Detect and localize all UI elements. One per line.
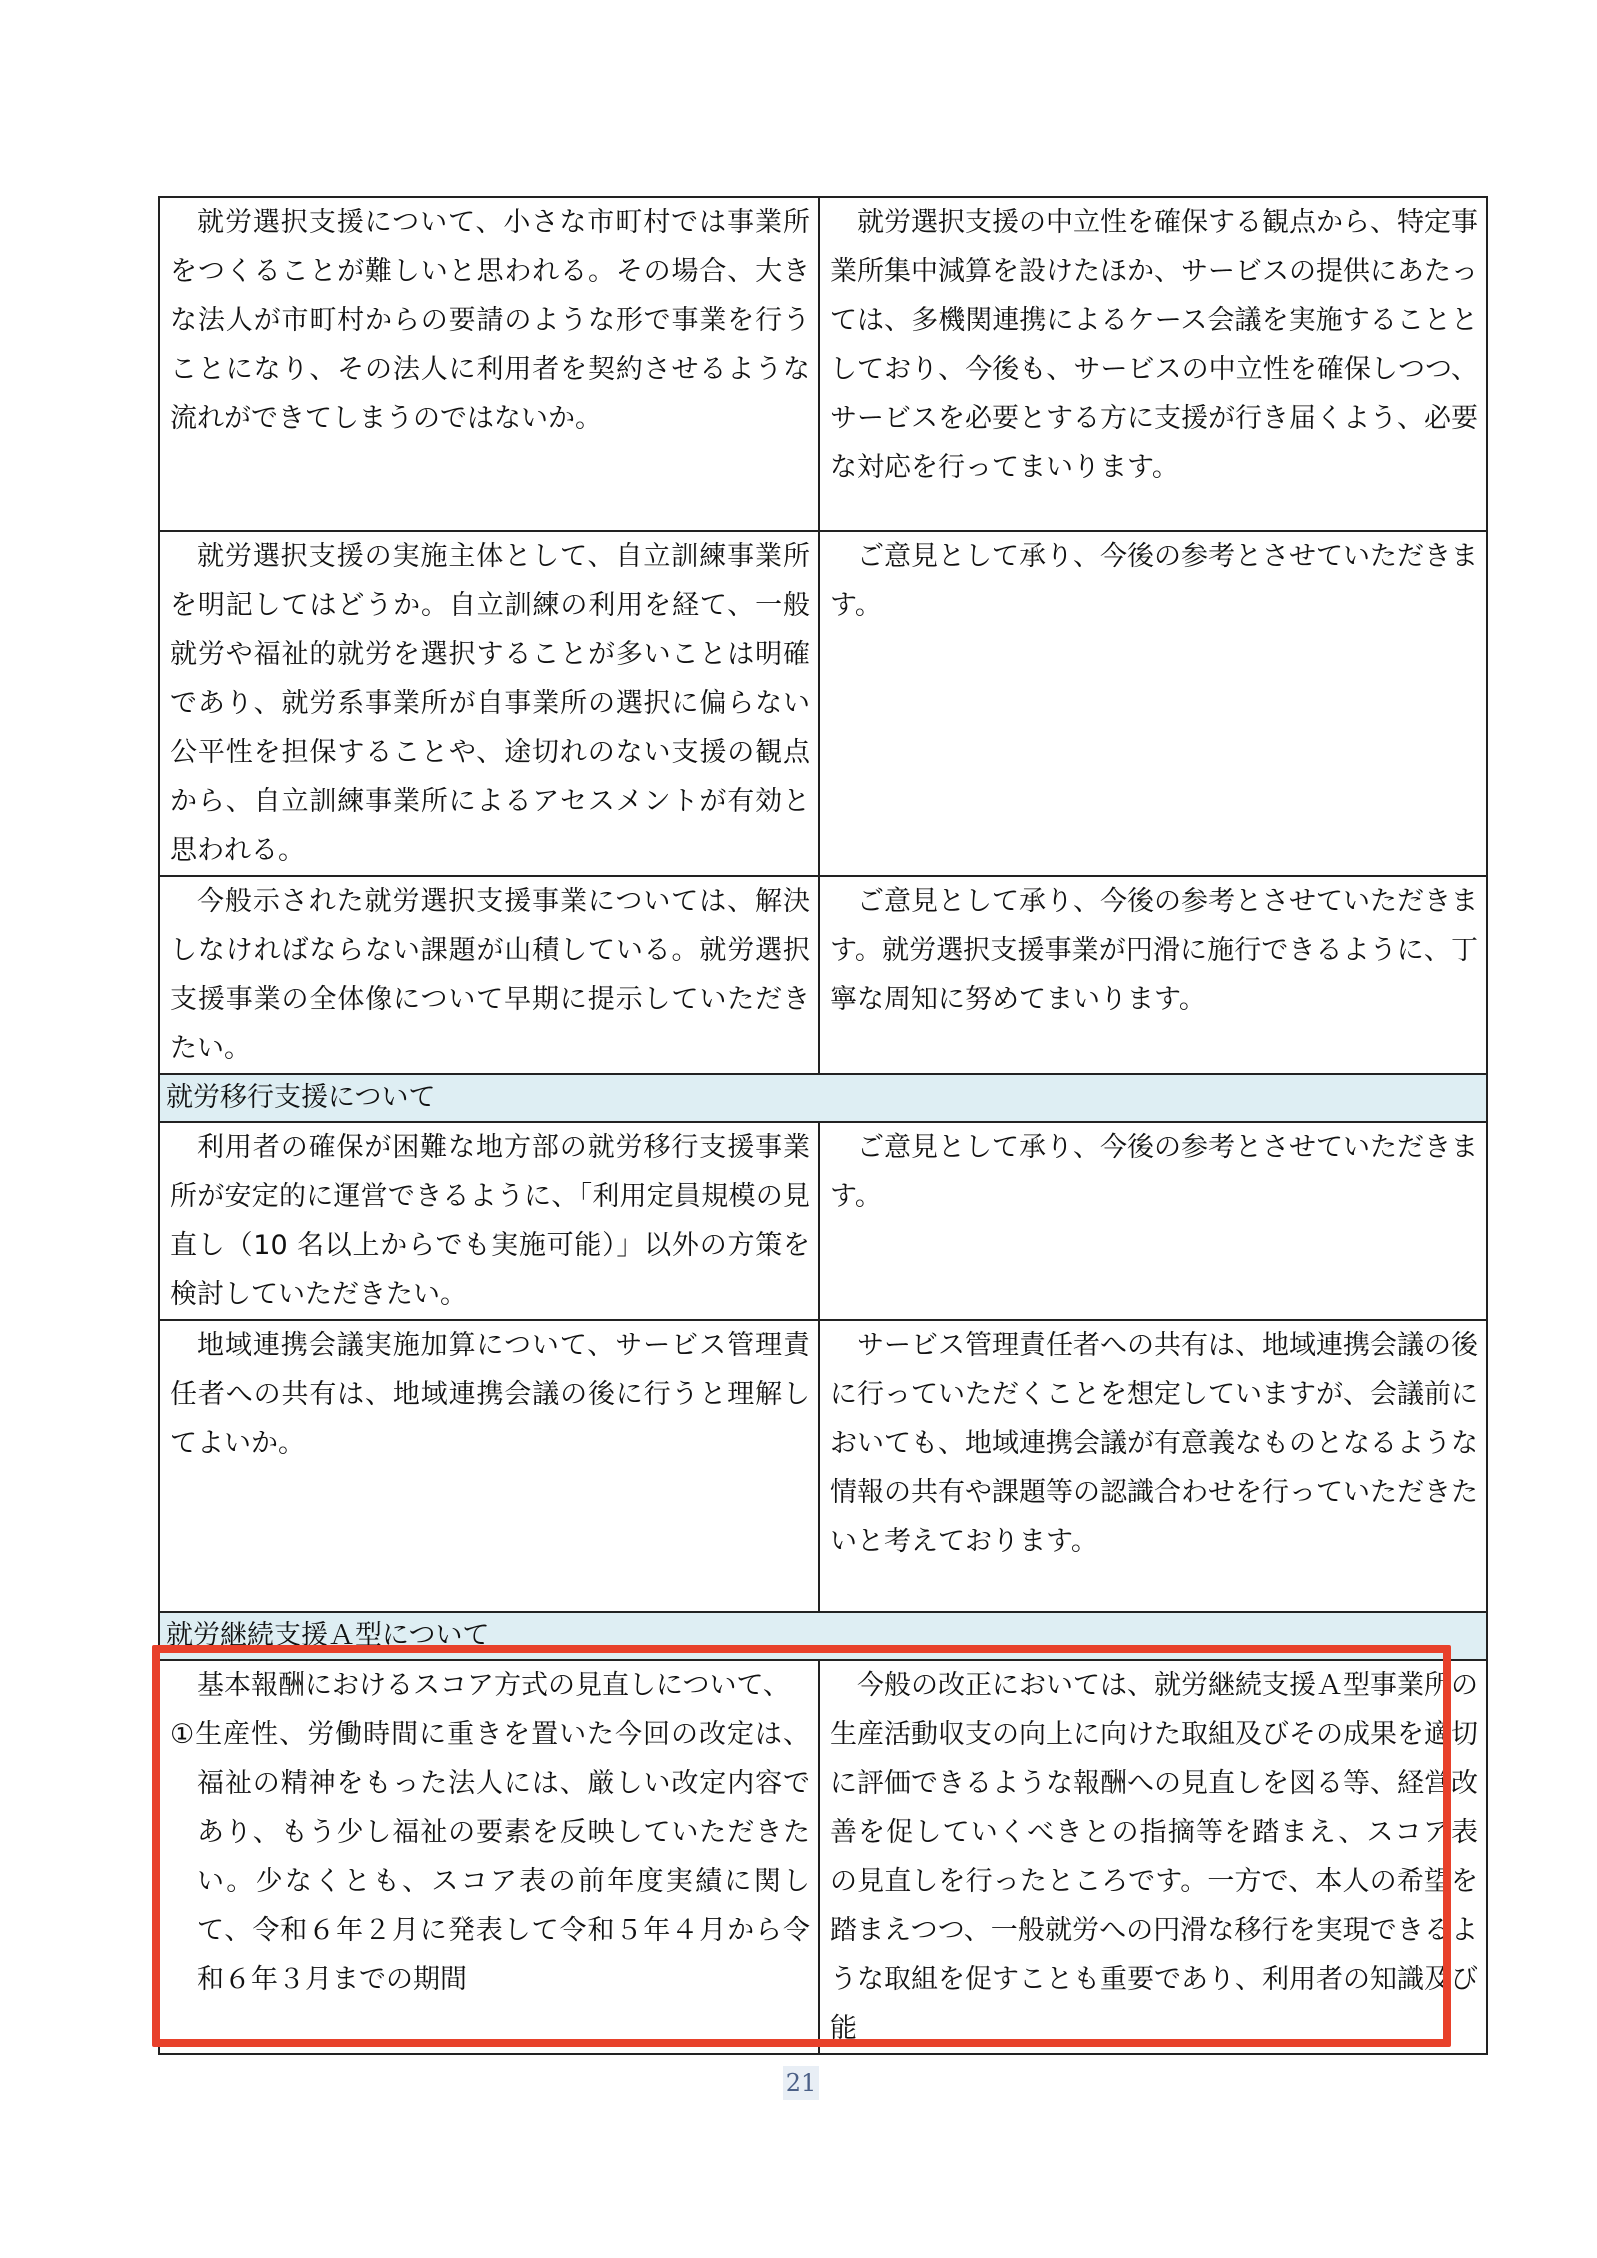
section-title: 就労移行支援について: [159, 1074, 1487, 1122]
question-text: 就労選択支援の実施主体として、自立訓練事業所を明記してはどうか。自立訓練の利用を経て、一般就労や福祉的就労を選択することが多いことは明確であり、就労系事業所が自事業所の選択に偏らない公平性を担保することや、途切れのない支援の観点から、自立訓練事業所によるアセスメントが有効と思われる。: [170, 541, 810, 866]
page-number: 21: [783, 2066, 819, 2100]
comments-response-table: [158, 196, 1488, 2055]
table-row: [159, 1122, 1487, 1320]
table-row: [159, 531, 1487, 876]
question-text: 今般示された就労選択支援事業については、解決しなければならない課題が山積している。就労選択支援事業の全体像について早期に提示していただきたい。: [170, 886, 810, 1064]
table-row: [159, 197, 1487, 531]
question-text: 就労選択支援について、小さな市町村では事業所をつくることが難しいと思われる。その場合、大きな法人が市町村からの要請のような形で事業を行うことになり、その法人に利用者を契約させるような流れができてしまうのではないか。: [170, 207, 810, 434]
answer-text: サービス管理責任者への共有は、地域連携会議の後に行っていただくことを想定していますが、会議前においても、地域連携会議が有意義なものとなるような情報の共有や課題等の認識合わせを行っていただきたいと考えております。: [830, 1330, 1478, 1557]
section-title: 就労継続支援Ａ型について: [159, 1612, 1487, 1660]
answer-cell: [819, 197, 1487, 531]
question-text: 利用者の確保が困難な地方部の就労移行支援事業所が安定的に運営できるように、「利用定員規模の見直し（10 名以上からでも実施可能）」以外の方策を検討していただきたい。: [170, 1132, 810, 1310]
question-cell: [159, 197, 819, 531]
answer-text: ご意見として承り、今後の参考とさせていただきます。就労選択支援事業が円滑に施行できるように、丁寧な周知に努めてまいります。: [830, 886, 1478, 1015]
question-cell: [159, 1660, 819, 2054]
table-row: [159, 1660, 1487, 2054]
question-cell: [159, 1320, 819, 1612]
answer-cell: [819, 1320, 1487, 1612]
section-header-row: [159, 1074, 1487, 1122]
answer-text: ご意見として承り、今後の参考とさせていただきます。: [830, 541, 1478, 621]
table-row: [159, 1320, 1487, 1612]
question-cell: [159, 531, 819, 876]
answer-cell: [819, 876, 1487, 1074]
question-text: 地域連携会議実施加算について、サービス管理責任者への共有は、地域連携会議の後に行うと理解してよいか。: [170, 1330, 810, 1459]
table-row: [159, 876, 1487, 1074]
section-header-row: [159, 1612, 1487, 1660]
answer-text: ご意見として承り、今後の参考とさせていただきます。: [830, 1132, 1478, 1212]
answer-cell: [819, 1122, 1487, 1320]
answer-text: 今般の改正においては、就労継続支援Ａ型事業所の生産活動収支の向上に向けた取組及びその成果を適切に評価できるような報酬への見直しを図る等、経営改善を促していくべきとの指摘等を踏まえ、スコア表の見直しを行ったところです。一方で、本人の希望を踏まえつつ、一般就労への円滑な移行を実現できるような取組を促すことも重要であり、利用者の知識及び能: [830, 1670, 1478, 2044]
question-item: ①生産性、労働時間に重きを置いた今回の改定は、福祉の精神をもった法人には、厳しい改定内容であり、もう少し福祉の要素を反映していただきたい。少なくとも、スコア表の前年度実績に関して、令和６年２月に発表して令和５年４月から令和６年３月までの期間: [170, 1719, 810, 1995]
question-cell: [159, 1122, 819, 1320]
answer-cell: [819, 531, 1487, 876]
question-cell: [159, 876, 819, 1074]
answer-cell: [819, 1660, 1487, 2054]
answer-text: 就労選択支援の中立性を確保する観点から、特定事業所集中減算を設けたほか、サービスの提供にあたっては、多機関連携によるケース会議を実施することとしており、今後も、サービスの中立性を確保しつつ、サービスを必要とする方に支援が行き届くよう、必要な対応を行ってまいります。: [830, 207, 1478, 483]
question-intro: 基本報酬におけるスコア方式の見直しについて、: [197, 1670, 790, 1701]
